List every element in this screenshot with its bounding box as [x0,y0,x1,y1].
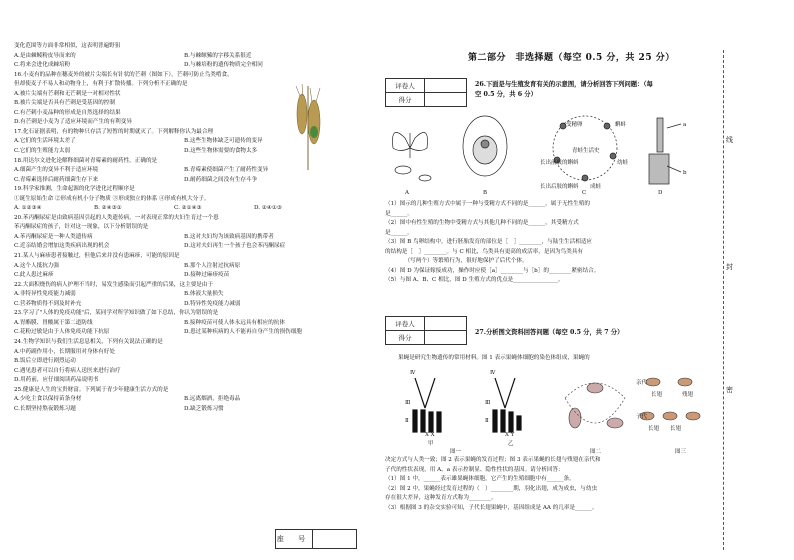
option-row: A.它们的生活环境太差了 B.这些生物体缺乏可遗传的变异 [14,138,263,145]
binding-line [723,50,725,550]
q27-line: 子代的性状表现，用 A、a 表示控制显、隐性性状的基因。请分析回答： [385,466,564,473]
question-19: 19.科学家推测，生命起源的化学进化过程顺序是 [14,186,135,193]
q27-line: （2）图 2 中，果蝇经过发育过程的（ ）________期，羽化出翅，成为成虫，与幼虫 [385,485,598,492]
text-line: 但却使麦子不易人和动物身上，有利于扩散传播。下列分析不正确的是 [14,81,188,88]
fig-label: 长翅 [651,392,663,398]
fig-label: 残翅 [682,392,694,398]
seat-value[interactable] [313,530,356,548]
option: C.遇见患者可以自行将病人送医来进行治疗 [14,367,121,374]
fig-label: A [405,190,409,196]
question-24: 24.生物学知识与我们生活息息相关，下列有关说法正确的是 [14,338,163,345]
figure-b [463,116,507,176]
q27-intro: 果蝇是研究生物遗传的常用材料。图 1 表示果蝇体细胞的染色体组成，果蝇的 [398,355,590,361]
question-23: 23.学习了"人体的免疫功能"后，某同学对所学知识做了如下总结，你认为错误的是 [14,310,219,317]
q26-head-2: 空 0.5 分，共 6 分） [475,91,537,98]
option-row: C.青霉素选择后耐药细菌生存下来 D.耐药细菌之间没有生存斗争 [14,176,258,183]
option: C.有芒刺小麦品种的形成是自然选择的结果 [14,109,121,116]
fig-label: 幼蛙 [617,160,629,166]
fig-label: Ⅲ [485,400,491,406]
option: A.中药副作用小，长期服用对身体有好处 [14,348,115,355]
option-row: C.长期坚持熬夜锻炼习题 D.缺乏锻炼习惯 [14,405,224,412]
q27-figure [385,368,720,448]
q27-line: 决定方式与人类一致；图 2 表示果蝇的发育过程；图 3 表示果蝇的长翅与残翅在亲代和 [385,457,601,463]
option: A.被片尖端有芒刺和无芒刺是一对相对性状 [14,90,121,97]
option: B.饭后立即进行剧烈运动 [14,358,76,365]
q27-questions [385,456,720,513]
q26-line: （3）图 B 鸟卵结构中，进行胚胎发育的部位是［ ］________，与陆生生活相适应 [385,239,593,246]
option-row: A.这个人抵抗力强 B.那个人注射过抗病原 [14,262,241,269]
fig-label: X Y [505,432,515,438]
fig-label: 成蛙 [590,184,602,190]
option-row: C.花粉过敏是由于人体免疫功能下抗原 D.患过某种疾病的人不能再自身产生的损伤细胞 [14,329,302,336]
fig-label: 长出后肢的蝌蚪 [540,184,579,190]
option: B.被片尖端是否具有芒刺是受基因的控制 [14,100,115,107]
fig-label: C [582,190,587,196]
fig-label: D [658,190,663,196]
fig-label: 受精卵 [566,122,583,128]
option: D.有芒刺是小麦为了适应环境而产生的有利变异 [14,119,132,126]
fig-label: 图二 [590,449,602,455]
text-line: ①诞生原始生命 ②形成有机小分子物质 ③形成独立的体系 ④形成有机大分子。 [14,195,210,202]
seat-label: 座 号 [276,530,313,548]
fig-label: 甲 [428,441,434,447]
score-box: 评卷人 得分 [385,78,467,107]
q26-line: （5）与图 A、B、C 相比，图 D 生殖方式的优点是________________。 [385,277,564,284]
fig-label: 青蛙生活史 [572,148,600,154]
option-row: A.是由棘鲮粉皮导而来的 B.与棘鲸豨的字移关系很近 [14,52,252,59]
binding-char: 密 [726,386,733,394]
fig-label: 乙 [508,441,514,447]
q26-questions [385,200,720,286]
question-21: 21.某人与麻疹患者接触过，但他后来并没有患麻疹，可能的原因是 [14,253,180,260]
fig-label: 亲代 [636,380,648,386]
fig-label: 子代 [636,414,648,420]
q26-line: 是______。 [385,229,413,236]
q26-line: 是______。 [385,210,413,217]
q27-line: （1）图 1 中，______表示雄果蝇体细胞，它产生的生殖细胞中有______条。 [385,476,575,483]
binding-char: 线 [726,136,733,144]
part2-title: 第二部分 非选择题（每空 0.5 分，共 25 分） [468,53,675,63]
q26-line: （写两个）等繁殖行为，很好地保护了后代个体。 [385,258,528,265]
option-row: A. ①②③④ B. ②④③① C. ②①④③ D. ②④①③ [14,205,282,212]
fig-label: b [683,170,687,176]
fig-label: Ⅱ [485,418,489,424]
q26-line: （2）图中有性生殖的生物中受精方式与其他几种不同的是______，其受精方式 [385,220,579,227]
fig-label: Ⅲ [405,400,411,406]
wheat-illustration [288,84,328,172]
seat-number-box [275,529,357,549]
question-17: 17.化石证据表明，有的物种只存活了短暂的时期就灭了。下列解释你认为最合理 [14,128,214,135]
q27-line: （3）根据图 3 的杂交实验可知，子代长翅果蝇中，基因组成是 AA 的几率是______。 [385,504,598,511]
fig-label: a [683,122,687,128]
option-row: A.非特异性免疫能力减弱 B.体液大量损失 [14,291,224,298]
fig-label: 长翅 [648,426,660,432]
option-row: C.将来会进化成棘培粉 D.与棘培粉的遗传物质完全相同 [14,62,263,69]
fig-label: Ⅳ [490,370,496,376]
fig-label: X X [425,432,435,438]
score-box: 评卷人 得分 [385,316,467,345]
fig-label: Ⅱ [405,418,409,424]
option-row: A.胃酯膜、胃酸属于第二道防线 B.接种疫苗可使人体永远具有相应的抗体 [14,319,285,326]
fig-label: Ⅳ [410,370,416,376]
fig-label: 长翅 [670,426,682,432]
option-row: A.细菌产生的变异不利于适应环境 B.青霉素使细菌产生了耐药性变异 [14,167,269,174]
question-25: 25.健康是人生的宝贵财富。下列属于青少年健康生活方式的是 [14,386,169,393]
figure-d [649,118,681,184]
option-row: C.它们的生殖能力太弱 D.这些生物体需要的食物太多 [14,148,258,155]
fig-label: 图三 [675,449,687,455]
q27-head: 27.分析图文资料回答问题（每空 0.5 分，共 7 分） [475,329,624,336]
question-20: 20.苯丙酮尿症是由致病基因引起的人类遗传病。一对表现正常的夫妇生育过一个患 [14,214,219,221]
question-18: 18.用达尔文进化论解释细菌对青霉素的耐药性，正确的是 [14,157,158,164]
q26-line: （1）图示的几种生殖方式中属于一种与受精方式不同的是______，属于无性生殖的 [385,201,590,207]
fig-label: 长出前肢的蝌蚪 [540,160,579,166]
q26-line: （4）图 D 为保证嫁接成功，操作时应使［a］________与［b］的________紧密结合。 [385,267,600,274]
q26-line: 的结构是［ ］________。与 C 相比，鸟类具有更高的成活率，是因为鸟类具有 [385,248,584,255]
question-16: 16.小麦有的品种在穗麦外的被片尖端长有针状的芒刺（图如下），芒刺可防止鸟类啃食， [14,71,233,78]
option: D.用药前，应仔细阅读药品说明书 [14,377,99,384]
question-22: 22.大面积烧伤的病人护理不当时，易发生感染而引起严重的后果，这主要是由于 [14,281,214,288]
text-line: 变化范围等方面非常相似，这表明普遍野狙 [14,43,121,49]
option-row: C.营养物质得不到及时补充 D.特异性免疫能力减弱 [14,300,241,307]
fig-label: 图一 [450,449,462,455]
figure-a [393,132,432,181]
fig-label: 蝌蚪 [615,122,627,128]
fig-label: B [483,190,488,196]
option-row: C.近亲结婚会增加这类疾病出现的机会 D.这对夫妇再生一个孩子也会苯丙酮尿症 [14,243,286,250]
q27-line: 存在很大差异，这种发育方式称为________。 [385,495,497,502]
option-row: A.苯丙酮尿症是一种人类遗传病 B.这对夫妇均为该致病基因的携带者 [14,233,274,240]
option-row: C.此人患过麻疹 D.接种过麻疹疫苗 [14,272,230,279]
option-row: A.少吃主食以保持苗条身材 B.远离烟酒，拒绝毒品 [14,396,241,403]
q26-head: 26.下面是与生殖发育有关的示意图，请分析回答下列问题：（每 [475,81,653,88]
text-line: 苯丙酮尿症的孩子，针对这一现象，以下分析错误的是 [14,224,149,231]
binding-char: 封 [726,263,733,271]
